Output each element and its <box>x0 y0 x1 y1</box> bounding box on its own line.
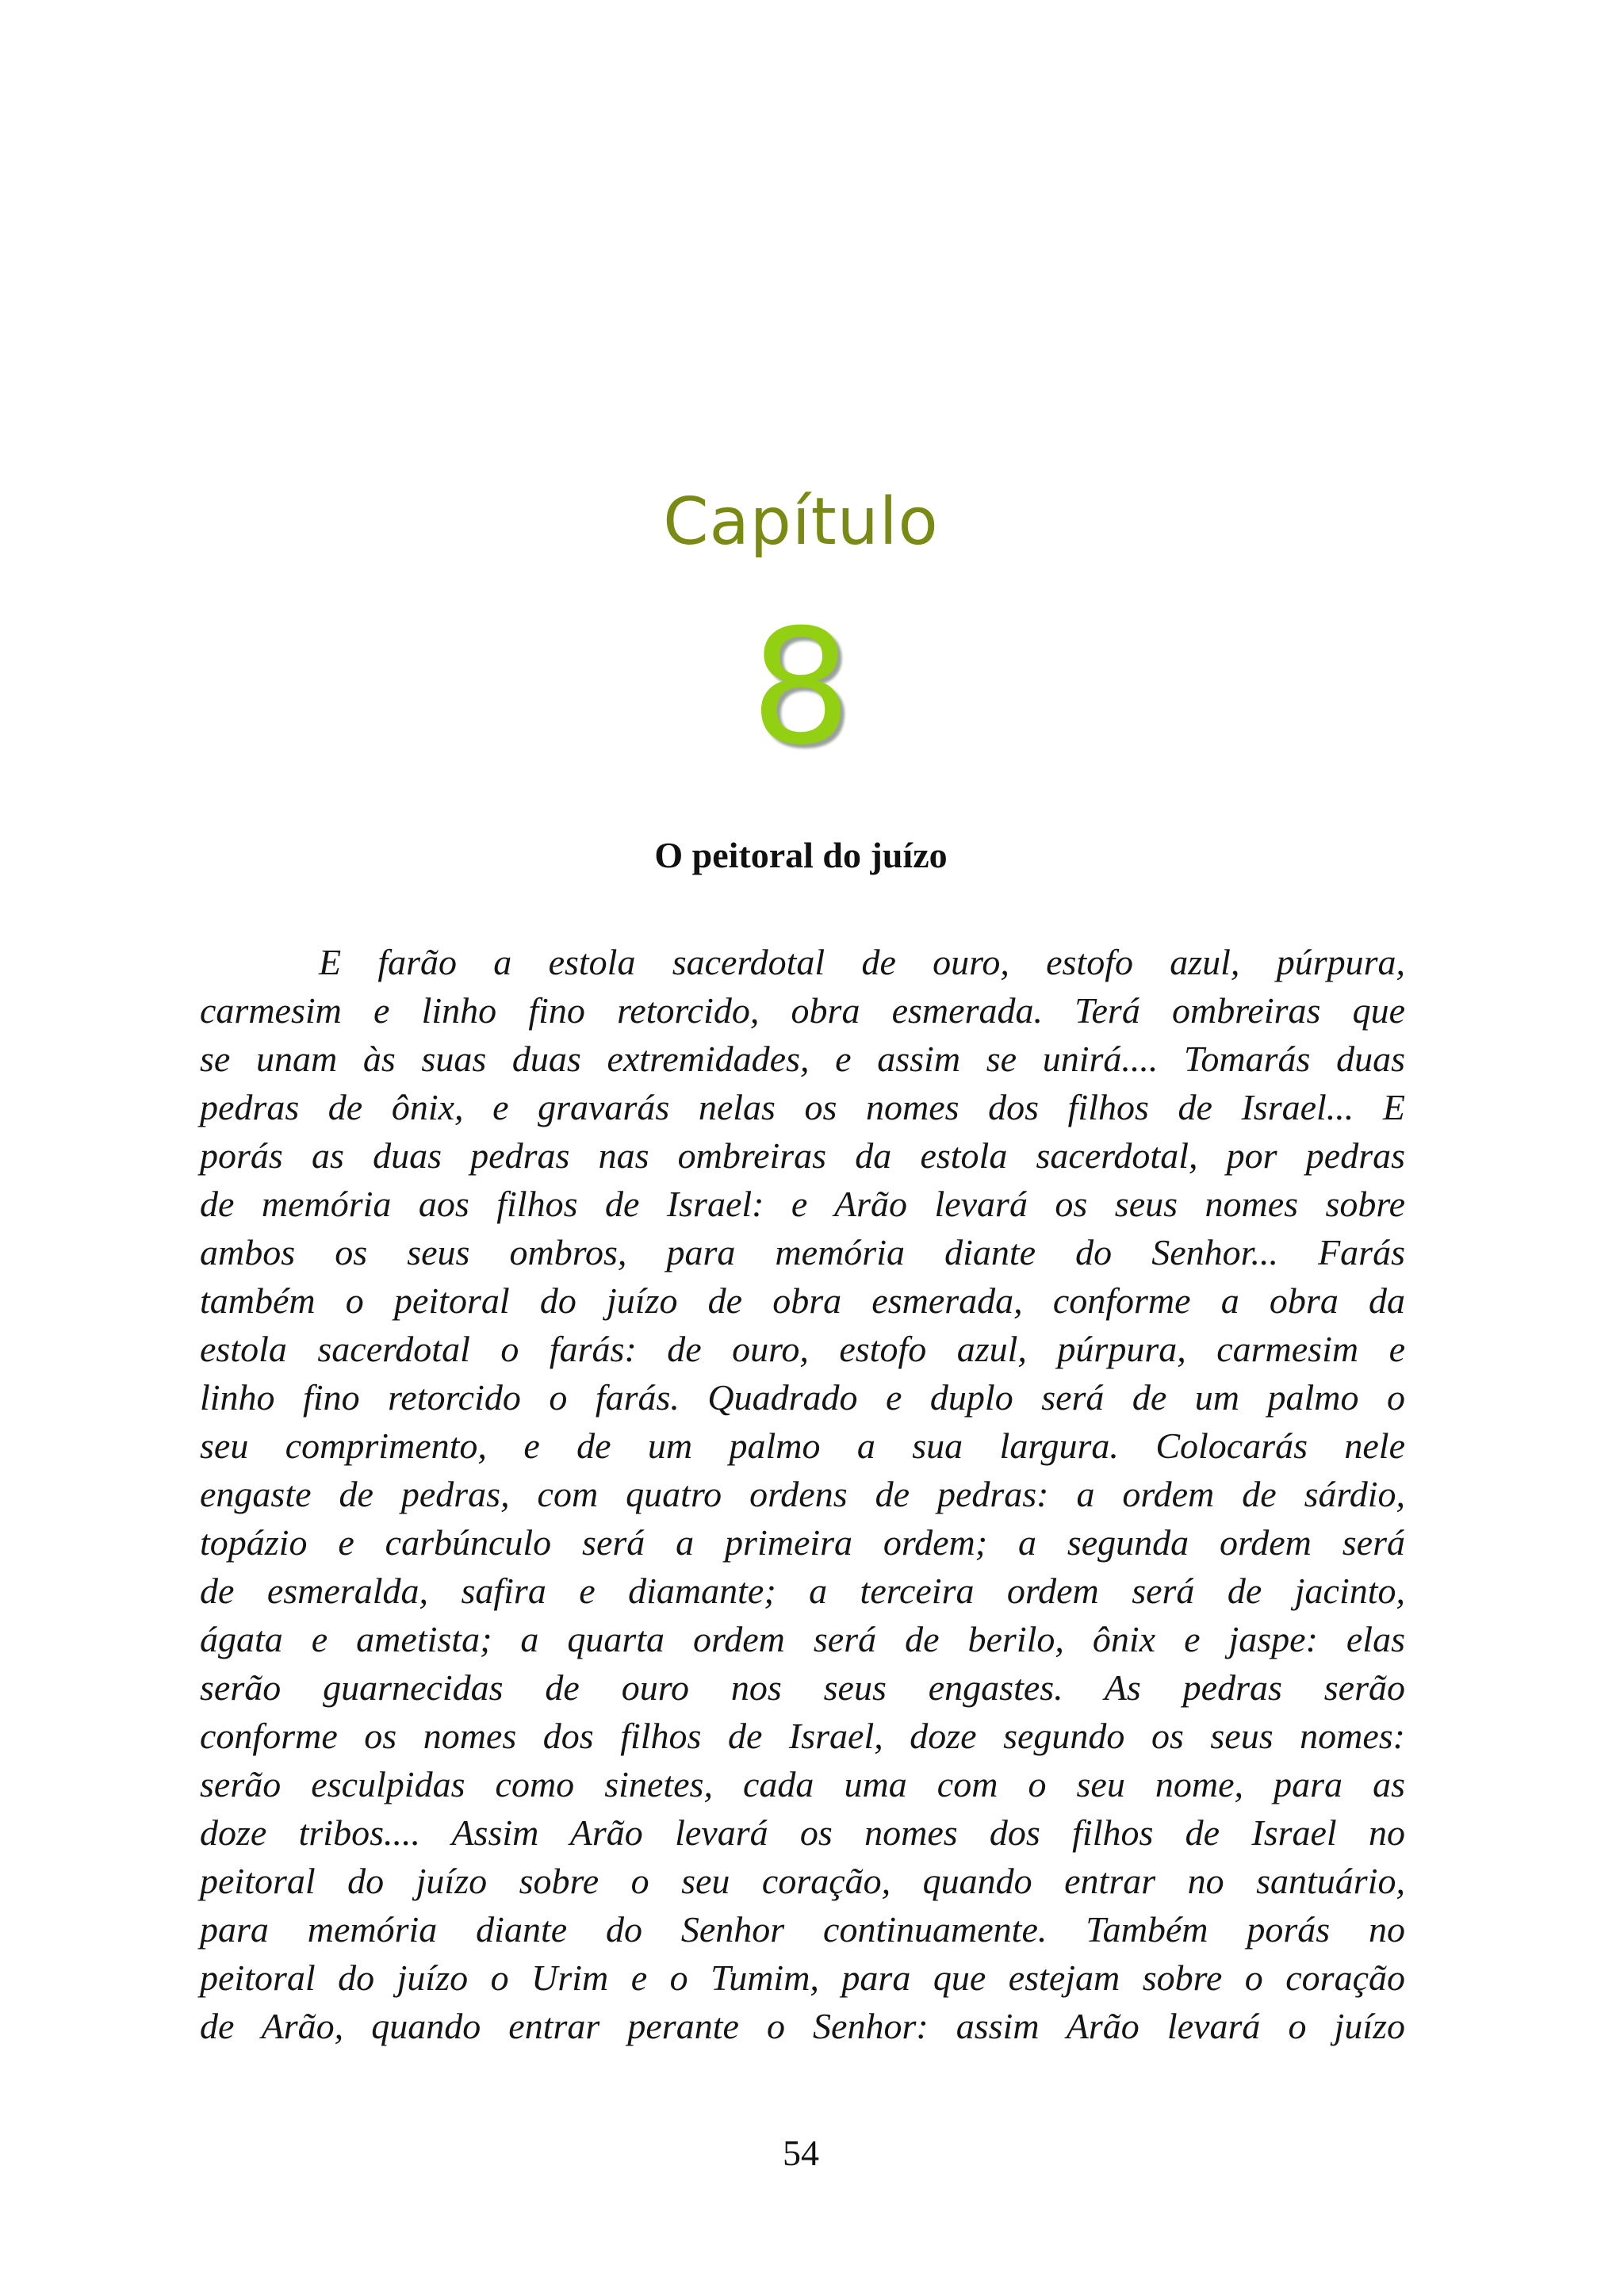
text-line: ágata e ametista; a quarta ordem será de berilo, ônix e jaspe: elas <box>200 1619 1405 1659</box>
text-line: seu comprimento, e de um palmo a sua largura. Colocarás nele <box>200 1425 1405 1466</box>
text-line: pedras de ônix, e gravarás nelas os nomes dos filhos de Israel... E <box>200 1087 1405 1127</box>
body-paragraph <box>200 938 1405 2050</box>
chapter-label: Capítulo <box>663 484 939 560</box>
chapter-number: 8 <box>750 595 852 780</box>
text-line: estola sacerdotal o farás: de ouro, estofo azul, púrpura, carmesim e <box>200 1329 1405 1369</box>
text-line: serão guarnecidas de ouro nos seus engastes. As pedras serão <box>200 1667 1405 1708</box>
text-line: se unam às suas duas extremidades, e assim se unirá.... Tomarás duas <box>200 1039 1405 1079</box>
text-line: linho fino retorcido o farás. Quadrado e duplo será de um palmo o <box>200 1377 1405 1418</box>
text-line: engaste de pedras, com quatro ordens de pedras: a ordem de sárdio, <box>200 1474 1405 1514</box>
text-line: serão esculpidas como sinetes, cada uma com o seu nome, para as <box>200 1764 1405 1804</box>
text-line: doze tribos.... Assim Arão levará os nomes dos filhos de Israel no <box>200 1812 1405 1853</box>
text-line: de memória aos filhos de Israel: e Arão levará os seus nomes sobre <box>200 1184 1405 1224</box>
text-line: ambos os seus ombros, para memória diante do Senhor... Farás <box>200 1232 1405 1272</box>
text-line: peitoral do juízo sobre o seu coração, quando entrar no santuário, <box>200 1861 1405 1901</box>
page-number: 54 <box>783 2133 819 2173</box>
text-line: também o peitoral do juízo de obra esmerada, conforme a obra da <box>200 1280 1405 1321</box>
text-line: E farão a estola sacerdotal de ouro, estofo azul, púrpura, <box>319 942 1405 982</box>
text-line: de esmeralda, safira e diamante; a terceira ordem será de jacinto, <box>200 1571 1405 1611</box>
text-line: conforme os nomes dos filhos de Israel, doze segundo os seus nomes: <box>200 1716 1405 1756</box>
text-line: porás as duas pedras nas ombreiras da estola sacerdotal, por pedras <box>200 1135 1405 1176</box>
text-line: carmesim e linho fino retorcido, obra esmerada. Terá ombreiras que <box>200 990 1405 1031</box>
section-title: O peitoral do juízo <box>654 835 948 875</box>
text-line: peitoral do juízo o Urim e o Tumim, para que estejam sobre o coração <box>200 1957 1405 1998</box>
text-line: topázio e carbúnculo será a primeira ordem; a segunda ordem será <box>200 1522 1405 1563</box>
text-line: de Arão, quando entrar perante o Senhor: assim Arão levará o juízo <box>200 2006 1405 2046</box>
text-line: para memória diante do Senhor continuamente. Também porás no <box>200 1909 1405 1950</box>
